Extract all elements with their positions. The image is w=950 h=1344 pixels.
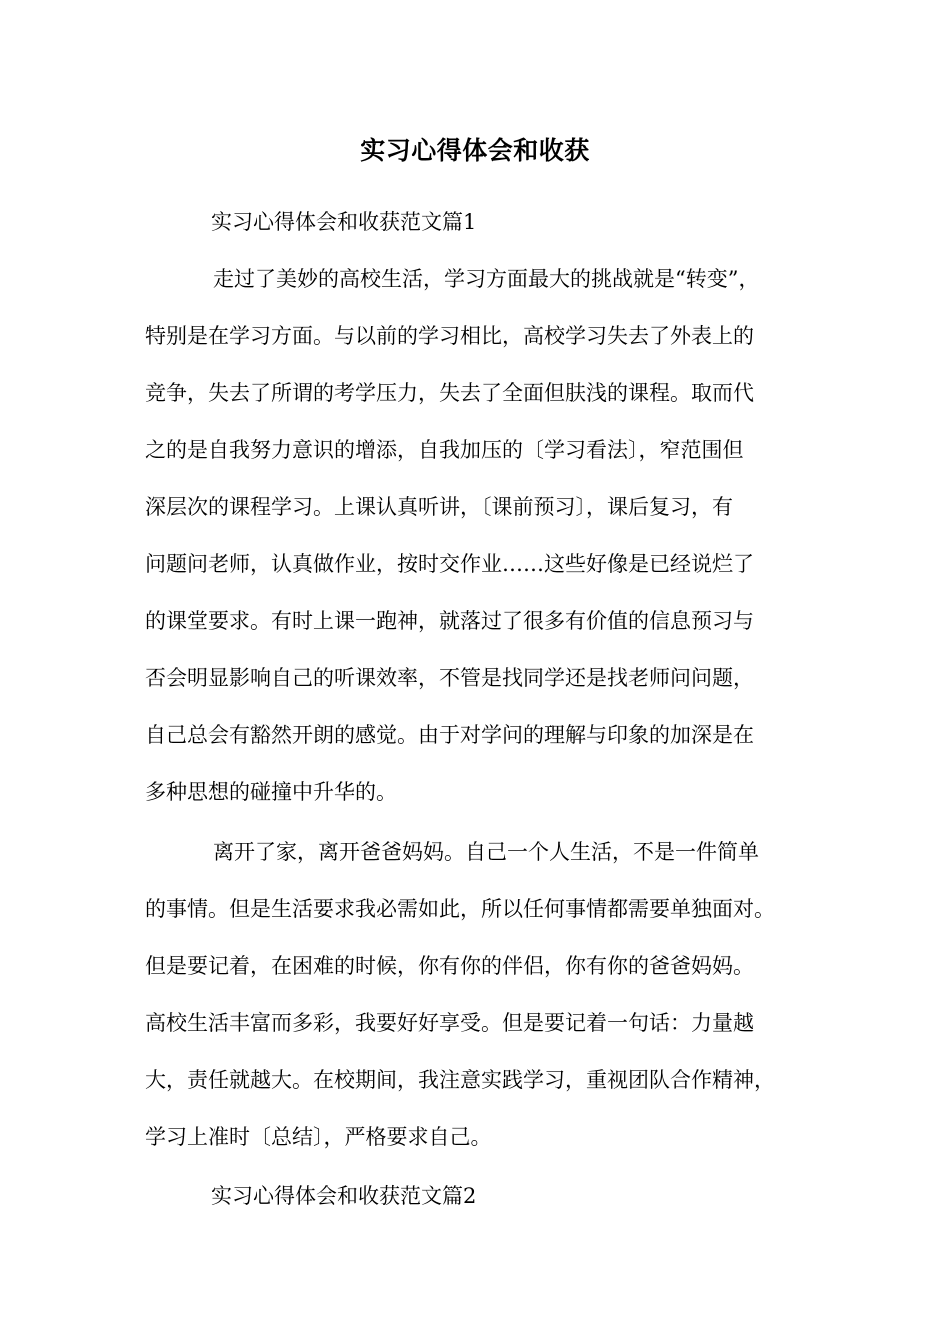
paragraph-line: 走过了美妙的高校生活，学习方面最大的挑战就是“转变”， [213, 267, 760, 291]
section-heading-1: 实习心得体会和收获范文篇1 [211, 210, 477, 234]
paragraph-line: 深层次的课程学习。上课认真听讲，〔课前预习〕，课后复习，有 [145, 495, 733, 519]
paragraph-line: 竞争，失去了所谓的考学压力，失去了全面但肤浅的课程。取而代 [145, 381, 754, 405]
paragraph-line: 高校生活丰富而多彩，我要好好享受。但是要记着一句话：力量越 [145, 1011, 754, 1035]
paragraph-line: 学习上准时〔总结〕，严格要求自己。 [145, 1125, 492, 1149]
document-title: 实习心得体会和收获 [360, 136, 590, 165]
paragraph-line: 的课堂要求。有时上课一跑神，就落过了很多有价值的信息预习与 [145, 609, 754, 633]
paragraph-line: 自己总会有豁然开朗的感觉。由于对学问的理解与印象的加深是在 [145, 723, 754, 747]
paragraph-line: 的事情。但是生活要求我必需如此，所以任何事情都需要单独面对。 [145, 897, 775, 921]
paragraph-line: 离开了家，离开爸爸妈妈。自己一个人生活，不是一件简单 [213, 840, 759, 864]
paragraph-line: 但是要记着，在困难的时候，你有你的伴侣，你有你的爸爸妈妈。 [145, 954, 754, 978]
paragraph-line: 特别是在学习方面。与以前的学习相比，高校学习失去了外表上的 [145, 324, 754, 348]
paragraph-line: 之的是自我努力意识的增添，自我加压的〔学习看法〕，窄范围但 [145, 438, 744, 462]
paragraph-line: 大，责任就越大。在校期间，我注意实践学习，重视团队合作精神， [145, 1068, 775, 1092]
paragraph-line: 多种思想的碰撞中升华的。 [145, 780, 397, 804]
paragraph-line: 否会明显影响自己的听课效率，不管是找同学还是找老师问问题， [145, 666, 754, 690]
section-heading-2: 实习心得体会和收获范文篇2 [211, 1184, 477, 1208]
paragraph-line: 问题问老师，认真做作业，按时交作业……这些好像是已经说烂了 [145, 552, 754, 576]
